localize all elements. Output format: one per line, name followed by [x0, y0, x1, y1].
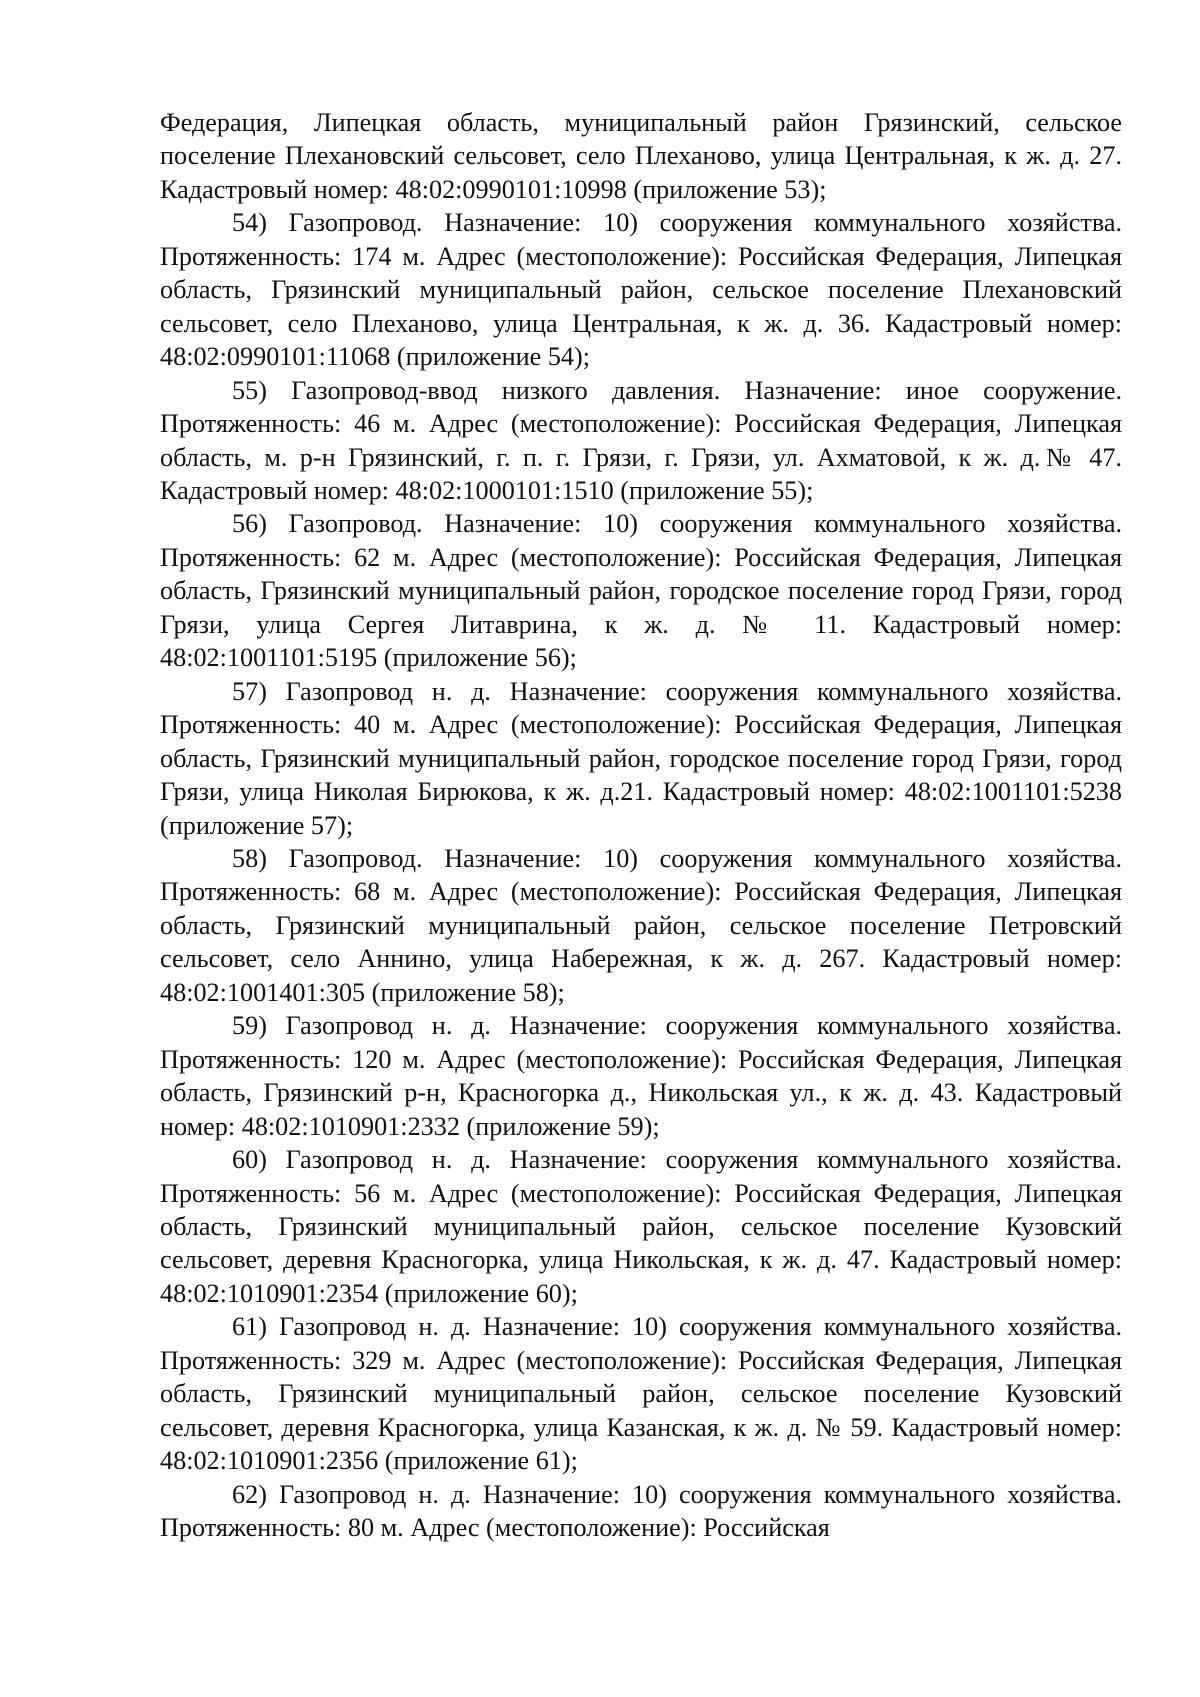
- list-item-58: [160, 842, 1122, 1009]
- item-text: Газопровод. Назначение: 10) сооружения коммунального хозяйства. Протяженность: 174 м. Адрес (местоположение): Российская Федерация, Липецкая область, Грязинский муниципальный район, сельское поселение Плехановский сельсовет, село Плеханово, улица Центральная, к ж. д. 36. Кадастровый номер: 48:02:0990101:11068 (приложение 54);: [160, 208, 1123, 372]
- item-number: 61): [232, 1312, 267, 1342]
- item-text: Газопровод. Назначение: 10) сооружения коммунального хозяйства. Протяженность: 62 м. Адрес (местоположение): Российская Федерация, Липецкая область, Грязинский муниципальный район, городское поселение город Грязи, город Грязи, улица Сергея Литаврина, к ж. д. № 11. Кадастровый номер: 48:02:1001101:5195 (приложение 56);: [160, 509, 1123, 673]
- list-item-59: [160, 1009, 1122, 1143]
- continuation-paragraph: [160, 106, 1122, 206]
- list-item-61: [160, 1310, 1122, 1477]
- item-text: Газопровод н. д. Назначение: сооружения коммунального хозяйства. Протяженность: 56 м. Адрес (местоположение): Российская Федерация, Липецкая область, Грязинский муниципальный район, сельское поселение Кузовский сельсовет, деревня Красногорка, улица Никольская, к ж. д. 47. Кадастровый номер: 48:02:1010901:2354 (приложение 60);: [160, 1145, 1122, 1308]
- item-text: Газопровод н. д. Назначение: сооружения коммунального хозяйства. Протяженность: 120 м. Адрес (местоположение): Российская Федерация, Липецкая область, Грязинский р-н, Красногорка д., Никольская ул., к ж. д. 43. Кадастровый номер: 48:02:1010901:2332 (приложение 59);: [160, 1011, 1122, 1141]
- list-item-54: [160, 206, 1122, 373]
- item-number: 60): [232, 1145, 267, 1175]
- list-item-55: [160, 374, 1122, 508]
- item-number: 54): [232, 208, 267, 238]
- item-number: 58): [232, 843, 267, 873]
- item-number: 57): [232, 676, 267, 706]
- item-number: 55): [232, 375, 267, 405]
- paragraph-text: Федерация, Липецкая область, муниципальный район Грязинский, сельское поселение Плехановский сельсовет, село Плеханово, улица Центральная, к ж. д. 27. Кадастровый номер: 48:02:0990101:10998 (приложение 53);: [160, 108, 1122, 204]
- item-text: Газопровод-ввод низкого давления. Назначение: иное сооружение. Протяженность: 46 м. Адрес (местоположение): Российская Федерация, Липецкая область, м. р-н Грязинский, г. п. г. Грязи, г. Грязи, ул. Ахматовой, к ж. д.№ 47. Кадастровый номер: 48:02:1000101:1510 (приложение 55);: [160, 375, 1123, 505]
- document-body: [160, 106, 1122, 1544]
- list-item-62: [160, 1478, 1122, 1545]
- list-item-56: [160, 507, 1122, 674]
- item-text: Газопровод. Назначение: 10) сооружения коммунального хозяйства. Протяженность: 68 м. Адрес (местоположение): Российская Федерация, Липецкая область, Грязинский муниципальный район, сельское поселение Петровский сельсовет, село Аннино, улица Набережная, к ж. д. 267. Кадастровый номер: 48:02:1001401:305 (приложение 58);: [160, 843, 1123, 1007]
- item-number: 59): [232, 1011, 267, 1041]
- item-text: Газопровод н. д. Назначение: 10) сооружения коммунального хозяйства. Протяженность: 329 м. Адрес (местоположение): Российская Федерация, Липецкая область, Грязинский муниципальный район, сельское поселение Кузовский сельсовет, деревня Красногорка, улица Казанская, к ж. д. № 59. Кадастровый номер: 48:02:1010901:2356 (приложение 61);: [160, 1312, 1122, 1476]
- item-text: Газопровод н. д. Назначение: сооружения коммунального хозяйства. Протяженность: 40 м. Адрес (местоположение): Российская Федерация, Липецкая область, Грязинский муниципальный район, городское поселение город Грязи, город Грязи, улица Николая Бирюкова, к ж. д.21. Кадастровый номер: 48:02:1001101:5238 (приложение 57);: [160, 676, 1122, 840]
- item-number: 62): [232, 1479, 267, 1509]
- list-item-57: [160, 675, 1122, 842]
- item-number: 56): [232, 509, 267, 539]
- item-text: Газопровод н. д. Назначение: 10) сооружения коммунального хозяйства. Протяженность: 80 м. Адрес (местоположение): Российская: [160, 1479, 1122, 1543]
- list-item-60: [160, 1143, 1122, 1310]
